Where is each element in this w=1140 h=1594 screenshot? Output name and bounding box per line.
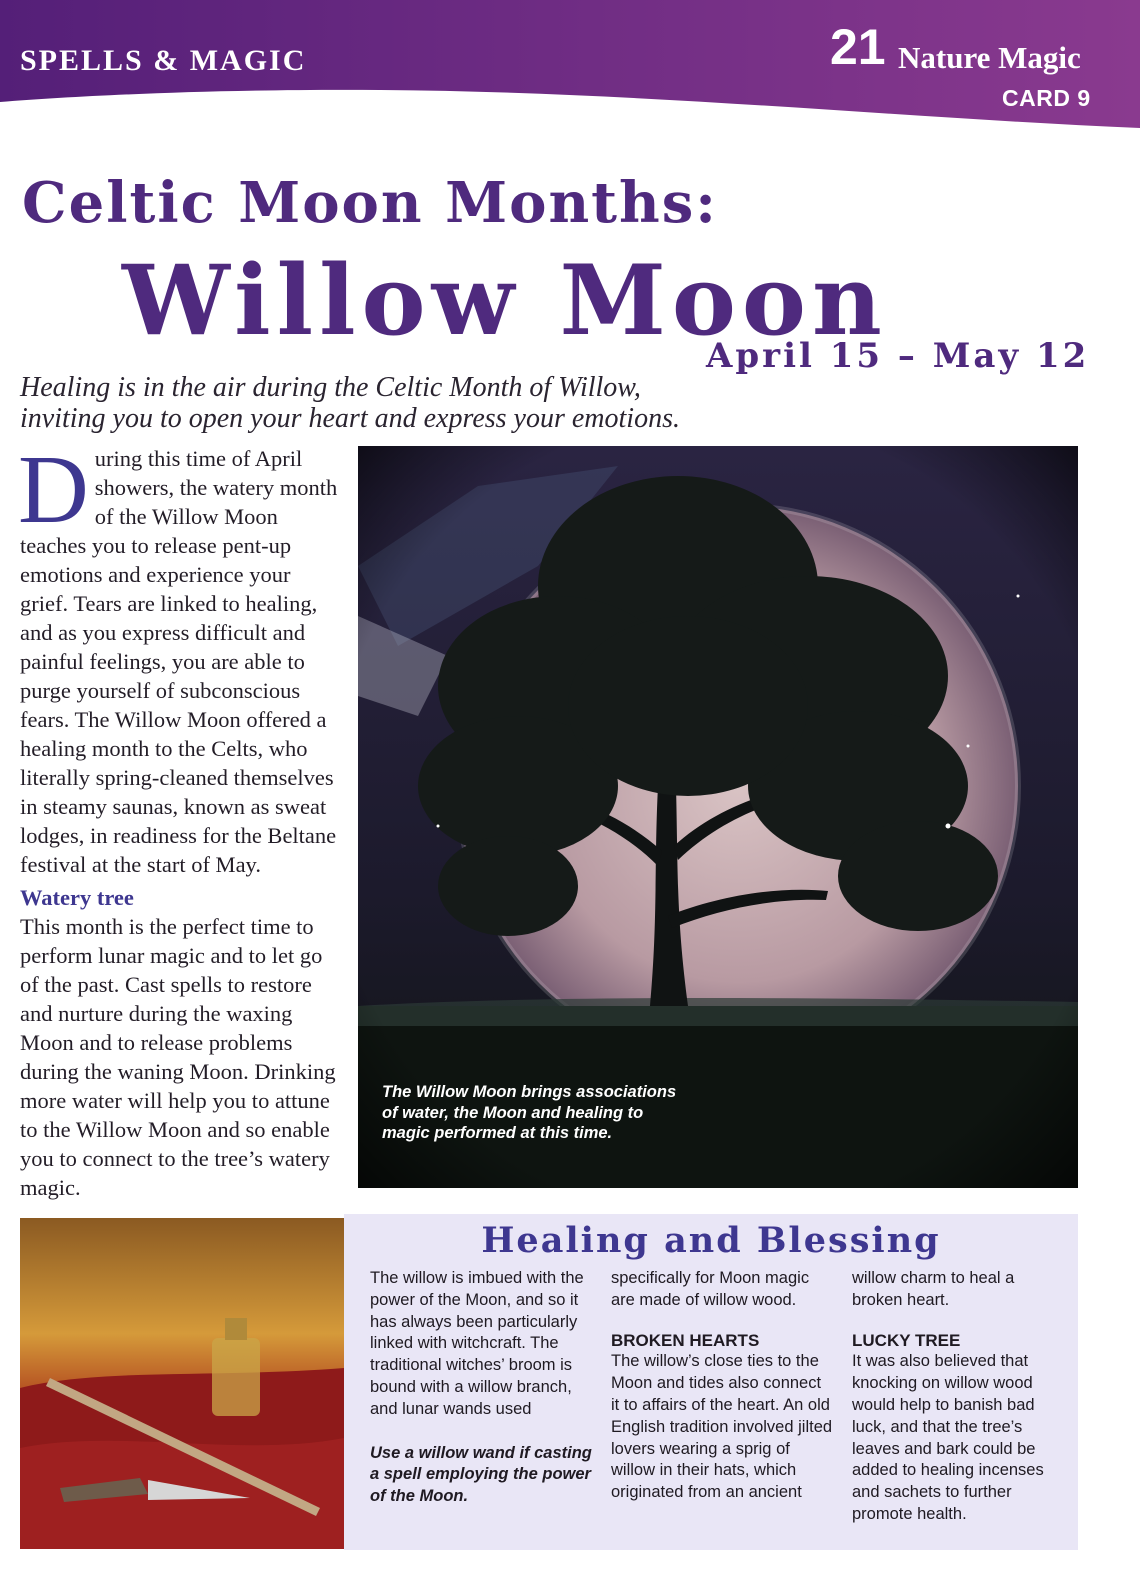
box-col1-text: The willow is imbued with the power of the Moon, and so it has always been particularly linked with witchcraft. The traditional witches’ broom is bound with a willow branch, and lunar wands used [370, 1269, 584, 1418]
healing-blessing-box [344, 1214, 1078, 1550]
page-title: Willow Moon [122, 244, 888, 357]
box-column-3 [852, 1268, 1066, 1526]
section-label: SPELLS & MAGIC [20, 44, 307, 77]
header-band [0, 0, 1140, 140]
drop-cap: D [18, 436, 89, 544]
box-col2-text: specifically for Moon magic are made of willow wood. [611, 1269, 810, 1309]
body-paragraph-1: uring this time of April showers, the watery month of the Willow Moon teaches you to release pent-up emotions and experience your grief. Tears are linked to healing, and as you express difficult and painful feelings, you are able to purge yourself of subconscious fears. The Willow Moon offered a healing month to the Celts, who literally spring-cleaned themselves in steamy saunas, known as sweat lodges, in readiness for the Beltane festival at the start of May. [20, 446, 338, 877]
image-caption: The Willow Moon brings associations of water, the Moon and healing to magic performed at this time. [382, 1083, 677, 1142]
title-kicker: Celtic Moon Months: [22, 170, 718, 236]
box-tip: Use a willow wand if casting a spell employing the power of the Moon. [370, 1443, 592, 1506]
willow-wand-photo [20, 1218, 344, 1549]
wand-bottle-knife-illustration [20, 1218, 344, 1549]
box-column-2 [611, 1268, 833, 1504]
box-col2-body: The willow’s close ties to the Moon and tides also connect it to affairs of the heart. An old English tradition involved jilted lovers wearing a sprig of willow in their hats, which originated from an ancient [611, 1352, 833, 1502]
willow-moon-image [358, 446, 1078, 1188]
box-col3-body: It was also believed that knocking on willow wood would help to banish bad luck, and that the tree’s leaves and bark could be added to healing incenses and sachets to further promote health. [852, 1352, 1044, 1523]
box-col3-text: willow charm to heal a broken heart. [852, 1269, 1015, 1309]
date-range: April 15 – May 12 [706, 336, 1090, 376]
issue-number: 21 [830, 19, 886, 75]
box-column-1 [370, 1268, 592, 1508]
card-number: CARD 9 [1002, 85, 1091, 111]
intro-text: Healing is in the air during the Celtic Month of Willow, inviting you to open your heart and express your emotions. [20, 372, 680, 434]
heading-broken-hearts: BROKEN HEARTS [611, 1330, 760, 1350]
box-title: Healing and Blessing [481, 1220, 941, 1261]
heading-lucky-tree: LUCKY TREE [852, 1330, 961, 1350]
body-paragraph-2: This month is the perfect time to perform lunar magic and to let go of the past. Cast spells to restore and nurture during the waxing Moon and to release problems during the waning Moon. Drinking more water will help you to attune to the Willow Moon and so enable you to connect to the tree’s watery magic. [20, 914, 336, 1200]
moon-tree-illustration [358, 446, 1078, 1188]
subheading-watery-tree: Watery tree [20, 885, 134, 910]
body-column [18, 436, 342, 1202]
series-name: Nature Magic [898, 40, 1081, 75]
